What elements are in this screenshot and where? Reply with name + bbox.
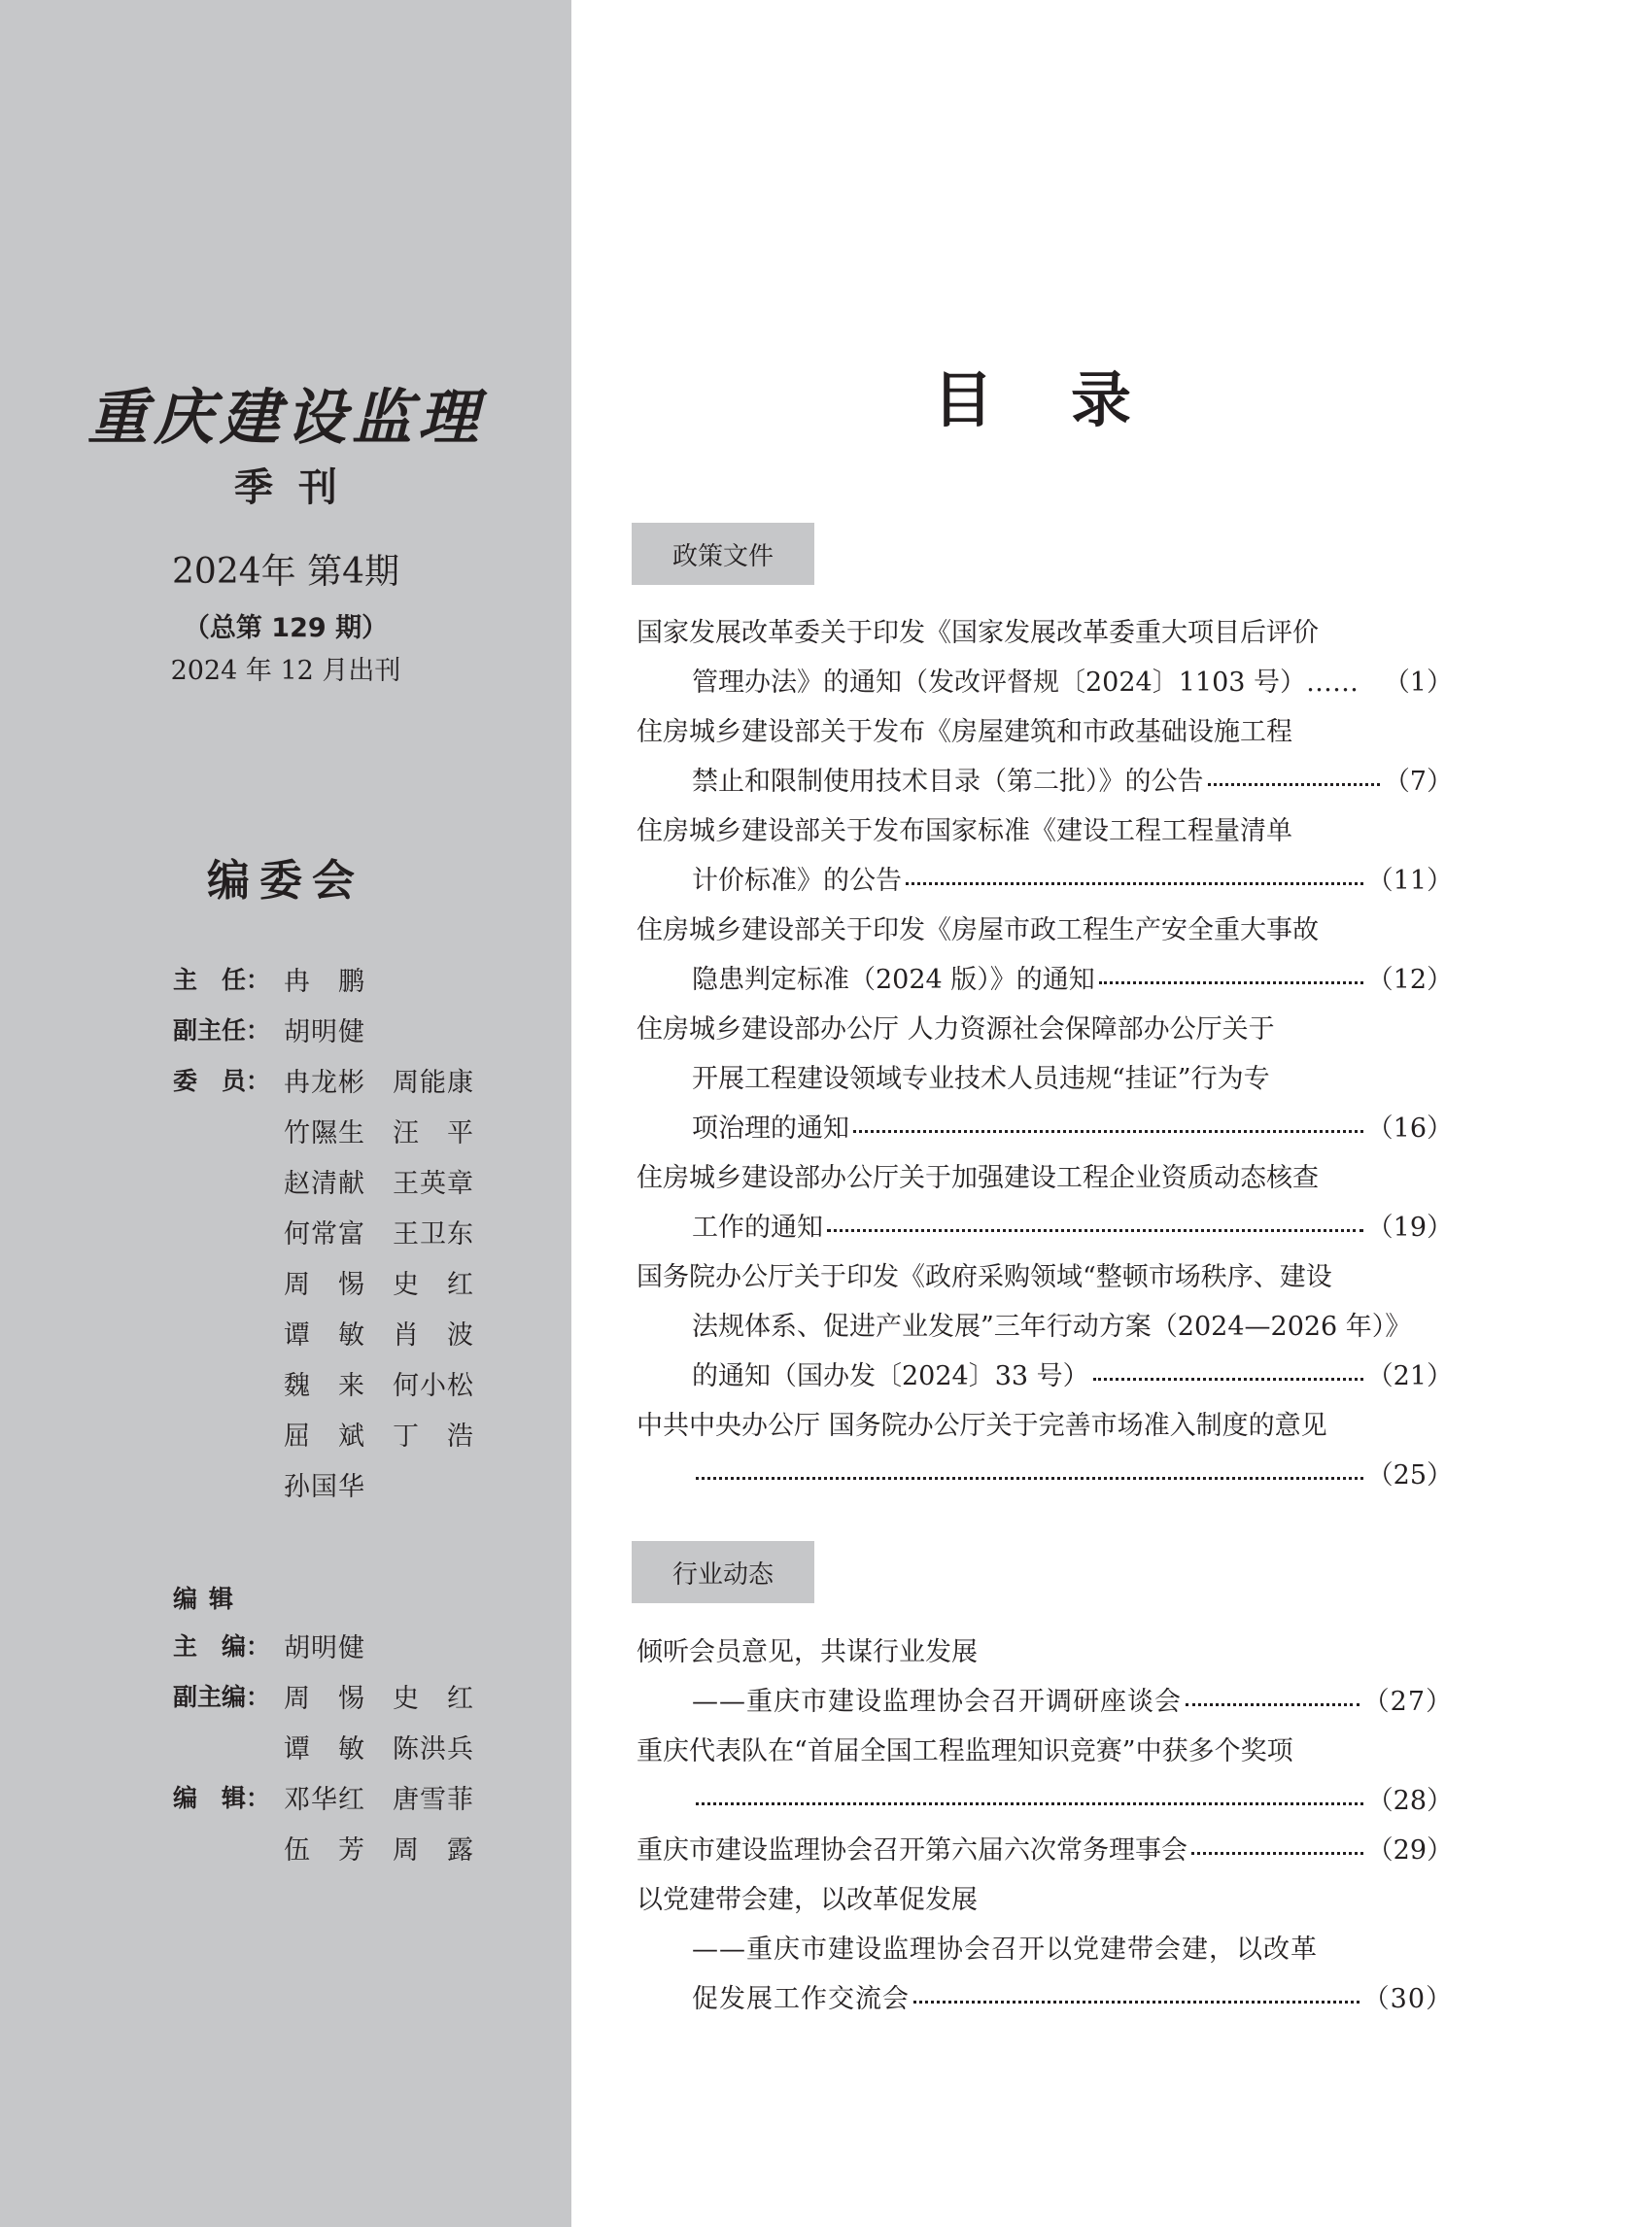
toc-leader-dots <box>1186 1703 1359 1706</box>
toc-page-number: （11） <box>1366 865 1453 896</box>
toc-leader-dots <box>906 882 1363 885</box>
toc-title: 目录 <box>933 364 1210 435</box>
member-name: 王卫东 <box>393 1218 474 1250</box>
toc-entry-text: 法规体系、促进产业发展”三年行动方案（2024—2026 年）》 <box>692 1311 1412 1342</box>
section-tab-policy[interactable]: 政策文件 <box>632 523 814 585</box>
quarterly-label: 季刊 <box>234 464 362 510</box>
total-issue: （总第 129 期） <box>183 613 389 643</box>
toc-entry-text: 国家发展改革委关于印发《国家发展改革委重大项目后评价 <box>637 617 1319 648</box>
toc-entry-text: 住房城乡建设部关于发布国家标准《建设工程工程量清单 <box>637 815 1292 846</box>
toc-leader-dots <box>1191 1852 1363 1855</box>
member-name: 谭 敏 <box>284 1319 365 1351</box>
toc-page-number: （27） <box>1362 1686 1453 1717</box>
deputy-director-row <box>173 1010 393 1048</box>
members-row <box>173 1363 501 1402</box>
members-row <box>173 1414 501 1453</box>
toc-page-number: （29） <box>1366 1834 1453 1866</box>
editorial-heading: 编辑 <box>173 1585 246 1613</box>
member-name: 周能康 <box>393 1067 474 1098</box>
toc-entry-text: 住房城乡建设部关于印发《房屋市政工程生产安全重大事故 <box>637 914 1319 945</box>
members-row <box>173 1060 501 1099</box>
toc-entry-text: ——重庆市建设监理协会召开以党建带会建，以改革 <box>692 1934 1318 1965</box>
toc-entry[interactable] <box>637 1826 1453 1868</box>
member-name: 史 红 <box>393 1269 474 1300</box>
editor-name: 邓华红 <box>284 1784 365 1815</box>
toc-page-number: （25） <box>1366 1459 1453 1490</box>
toc-entry[interactable] <box>637 608 1453 651</box>
chief-editor-label: 主 编： <box>173 1632 271 1661</box>
members-label: 委 员： <box>173 1067 271 1095</box>
toc-entry[interactable] <box>692 856 1453 899</box>
deputy-editor-name: 陈洪兵 <box>393 1733 474 1764</box>
member-name: 赵清献 <box>284 1168 365 1199</box>
toc-entry[interactable] <box>637 1153 1453 1196</box>
members-row <box>173 1313 501 1352</box>
editors-row <box>173 1828 501 1867</box>
editor-name: 伍 芳 <box>284 1834 365 1866</box>
toc-entry[interactable] <box>637 806 1453 849</box>
toc-entry-text: ——重庆市建设监理协会召开调研座谈会 <box>692 1686 1182 1717</box>
toc-page-number: （30） <box>1362 1983 1453 2014</box>
toc-leader-dots <box>696 1477 1363 1480</box>
toc-entry[interactable] <box>692 658 1453 701</box>
toc-page-number: （16） <box>1366 1113 1453 1144</box>
toc-entry[interactable] <box>692 757 1453 800</box>
deputy-editor-name: 史 红 <box>393 1683 474 1714</box>
toc-entry-text: 计价标准》的公告 <box>692 865 902 896</box>
toc-entry-text: 中共中央办公厅 国务院办公厅关于完善市场准入制度的意见 <box>637 1410 1327 1441</box>
toc-entry[interactable] <box>637 906 1453 948</box>
toc-entry-text: 重庆代表队在“首届全国工程监理知识竞赛”中获多个奖项 <box>637 1735 1293 1766</box>
member-name: 肖 波 <box>393 1319 474 1351</box>
toc-entry[interactable] <box>692 1925 1453 1968</box>
toc-entry[interactable] <box>692 1974 1453 2017</box>
toc-entry-text: 促发展工作交流会 <box>692 1983 910 2014</box>
deputy-editor-row <box>173 1676 501 1715</box>
member-name: 何常富 <box>284 1218 365 1250</box>
members-row <box>173 1111 501 1149</box>
member-name: 屈 斌 <box>284 1421 365 1452</box>
editors-row <box>173 1777 501 1816</box>
member-name: 何小松 <box>393 1370 474 1401</box>
toc-leader-dots <box>853 1130 1363 1133</box>
deputy-director-name: 胡明健 <box>284 1016 365 1047</box>
member-name: 孙国华 <box>284 1471 365 1502</box>
member-name: 周 惕 <box>284 1269 365 1300</box>
toc-entry[interactable] <box>692 1302 1453 1345</box>
toc-page-number: （7） <box>1383 766 1453 797</box>
member-name: 竹隰生 <box>284 1117 365 1148</box>
toc-page-number: （12） <box>1366 964 1453 995</box>
toc-entry-text: 住房城乡建设部办公厅关于加强建设工程企业资质动态核查 <box>637 1162 1319 1193</box>
toc-leader-dots <box>1208 783 1380 786</box>
members-row <box>173 1161 501 1200</box>
toc-entry[interactable] <box>637 1252 1453 1295</box>
director-name: 冉 鹏 <box>284 966 365 997</box>
member-name: 丁 浩 <box>393 1421 474 1452</box>
members-row <box>173 1464 393 1503</box>
deputy-editor-name: 谭 敏 <box>284 1733 365 1764</box>
toc-entry[interactable] <box>637 1627 1453 1670</box>
toc-entry-text: 项治理的通知 <box>692 1113 849 1144</box>
editor-name: 周 露 <box>393 1834 474 1866</box>
toc-entry[interactable] <box>692 1677 1453 1720</box>
deputy-editor-label: 副主编： <box>173 1683 271 1711</box>
toc-entry-text: 国务院办公厅关于印发《政府采购领域“整顿市场秩序、建设 <box>637 1261 1332 1292</box>
director-label: 主 任： <box>173 966 271 994</box>
toc-leader-dots <box>827 1229 1363 1232</box>
deputy-director-label: 副主任： <box>173 1016 271 1045</box>
section-tab-industry-news[interactable]: 行业动态 <box>632 1541 814 1603</box>
toc-entry-text: 以党建带会建，以改革促发展 <box>637 1884 978 1915</box>
toc-entry-text: 倾听会员意见，共谋行业发展 <box>637 1636 978 1667</box>
toc-entry[interactable] <box>637 1727 1453 1769</box>
issue-line: 2024年 第4期 <box>172 552 399 592</box>
member-name: 冉龙彬 <box>284 1067 365 1098</box>
members-row <box>173 1212 501 1251</box>
chief-editor-row <box>173 1626 393 1664</box>
toc-leader-dots <box>913 2001 1359 2004</box>
toc-entry[interactable] <box>692 1104 1453 1147</box>
member-name: 王英章 <box>393 1168 474 1199</box>
toc-entry[interactable] <box>637 1875 1453 1918</box>
toc-entry[interactable] <box>637 1005 1453 1047</box>
toc-leader-dots <box>696 1802 1363 1805</box>
toc-entry[interactable] <box>692 1451 1453 1493</box>
toc-entry-text: 隐患判定标准（2024 版）》的通知 <box>692 964 1095 995</box>
toc-entry-text: 住房城乡建设部关于发布《房屋建筑和市政基础设施工程 <box>637 716 1292 747</box>
toc-page-number: （21） <box>1366 1360 1453 1391</box>
toc-entry[interactable] <box>692 1203 1453 1246</box>
toc-leader-dots <box>1099 981 1363 984</box>
member-name: 魏 来 <box>284 1370 365 1401</box>
toc-entry-text: 的通知（国办发〔2024〕33 号） <box>692 1360 1089 1391</box>
journal-logo: 重庆建设监理 <box>86 382 484 453</box>
toc-entry[interactable] <box>692 1776 1453 1819</box>
deputy-editor-row <box>173 1727 501 1765</box>
sidebar <box>0 0 571 2227</box>
toc-entry-text: 禁止和限制使用技术目录（第二批）》的公告 <box>692 766 1204 797</box>
toc-page-number: （1） <box>1383 667 1453 698</box>
toc-entry-text: 开展工程建设领域专业技术人员违规“挂证”行为专 <box>692 1063 1270 1094</box>
toc-entry-text: 住房城乡建设部办公厅 人力资源社会保障部办公厅关于 <box>637 1013 1275 1045</box>
toc-entry[interactable] <box>637 1401 1453 1444</box>
toc-entry-text: 工作的通知 <box>692 1212 823 1243</box>
toc-leader-dots <box>1093 1378 1363 1381</box>
toc-entry[interactable] <box>637 707 1453 750</box>
toc-page-number: （28） <box>1366 1785 1453 1816</box>
editor-name: 唐雪菲 <box>393 1784 474 1815</box>
chief-editor-name: 胡明健 <box>284 1632 365 1663</box>
toc-entry[interactable] <box>692 955 1453 998</box>
director-row <box>173 959 393 998</box>
toc-entry[interactable] <box>692 1352 1453 1394</box>
toc-entry[interactable] <box>692 1054 1453 1097</box>
toc-entry-text: 重庆市建设监理协会召开第六届六次常务理事会 <box>637 1834 1187 1866</box>
editors-label: 编 辑： <box>173 1784 271 1812</box>
member-name: 汪 平 <box>393 1117 474 1148</box>
toc-page-number: （19） <box>1366 1212 1453 1243</box>
publication-date: 2024 年 12 月出刊 <box>170 656 401 686</box>
deputy-editor-name: 周 惕 <box>284 1683 365 1714</box>
toc-entry-text: 管理办法》的通知（发改评督规〔2024〕1103 号）…… <box>692 667 1359 698</box>
editorial-board-title: 编委会 <box>207 856 364 906</box>
members-row <box>173 1262 501 1301</box>
